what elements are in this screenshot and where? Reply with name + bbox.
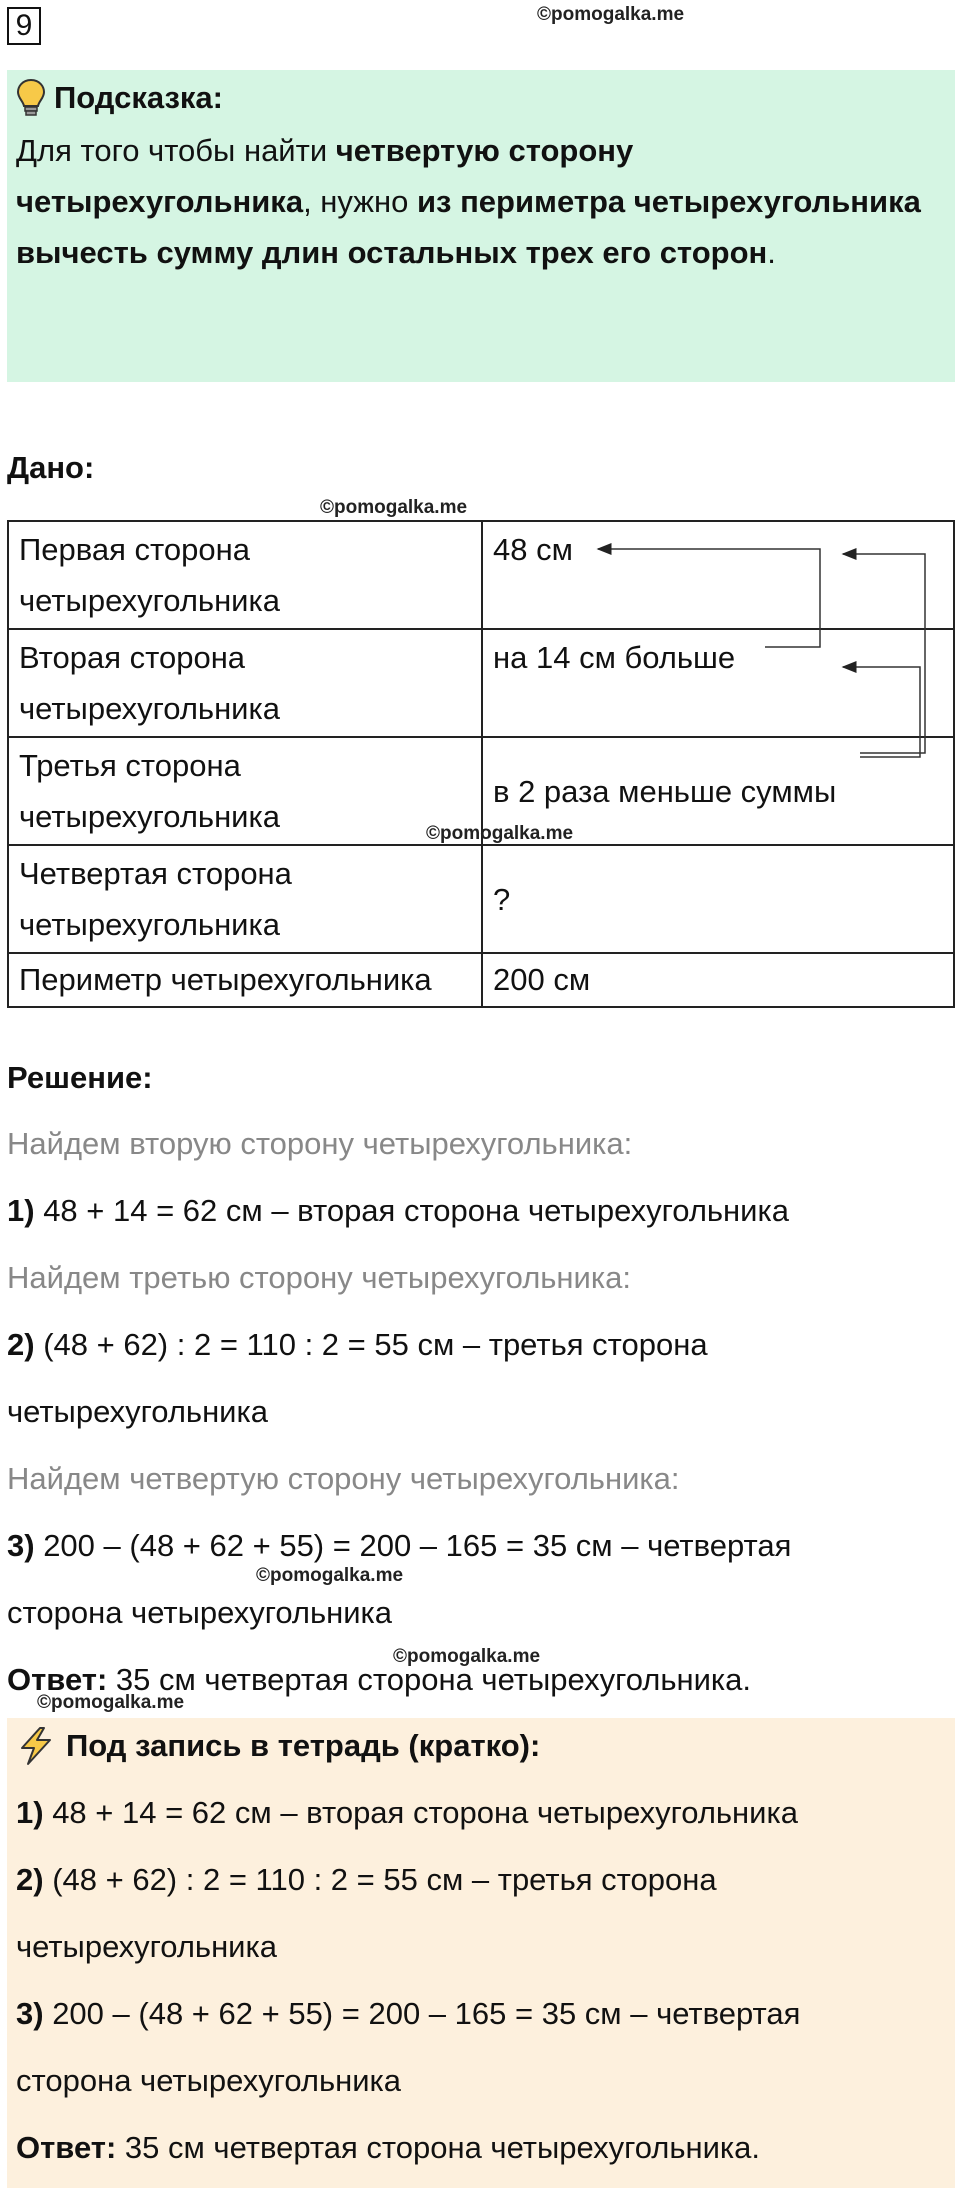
answer-text: 35 см четвертая сторона четырехугольника. [116,2130,761,2165]
table-cell-label: Четвертая сторона четырехугольника [8,845,482,953]
watermark: ©pomogalka.me [37,1692,185,1713]
watermark: ©pomogalka.me [393,1646,541,1667]
step-text: (48 + 62) : 2 = 110 : 2 = 55 см – третья сторона [34,1327,708,1362]
step1-intro: Найдем вторую сторону четырехугольника: [7,1126,633,1161]
step2-line [7,1327,708,1363]
short-answer-line [16,2130,760,2166]
lightbulb-icon [16,78,46,118]
hint-text-part: , нужно [303,184,417,219]
arrow-row2-to-row1 [598,549,820,647]
relation-arrows [590,535,930,775]
step2-intro: Найдем третью сторону четырехугольника: [7,1260,631,1295]
table-cell-label: Первая сторона четырехугольника [8,521,482,629]
step1-line [7,1193,789,1229]
step-text: 200 – (48 + 62 + 55) = 200 – 165 = 35 см – четвертая [34,1528,792,1563]
hint-bold-part: четвертую сторону четырехугольника [16,133,634,219]
step-number: 2) [7,1327,35,1362]
hint-title-row [16,78,223,118]
hint-text-part: . [767,235,776,270]
table-cell-label: Вторая сторона четырехугольника [8,629,482,737]
step-text: 48 + 14 = 62 см – вторая сторона четырехугольника [34,1193,789,1228]
short-line-2 [16,1862,717,1898]
table-cell-label: Третья сторона четырехугольника [8,737,482,845]
given-title: Дано: [7,450,95,485]
table-row [8,845,954,953]
short-line-1 [16,1795,798,1831]
arrow-row3-to-row2 [843,667,920,757]
step-number: 1) [7,1193,35,1228]
table-cell-value: 200 см [482,953,954,1007]
table-cell-label: Периметр четырехугольника [8,953,482,1007]
hint-bold-part: из периметра четырехугольника вычесть сумму длин остальных трех его сторон [16,184,921,270]
answer-label: Ответ: [16,2130,117,2165]
step-number: 3) [7,1528,35,1563]
lightning-icon [16,1726,56,1766]
step3-intro: Найдем четвертую сторону четырехугольника: [7,1461,680,1496]
short-title: Под запись в тетрадь (кратко): [66,1728,541,1763]
watermark: ©pomogalka.me [537,4,685,25]
short-title-row [16,1726,540,1766]
answer-label: Ответ: [7,1662,108,1697]
step3-line [7,1528,791,1564]
step-number: 2) [16,1862,44,1897]
task-number: 9 [7,7,41,45]
hint-text-part: Для того чтобы найти [16,133,336,168]
step3-cont: сторона четырехугольника [7,1595,393,1630]
short-line-3-cont: сторона четырехугольника [16,2063,402,2098]
step-text: 200 – (48 + 62 + 55) = 200 – 165 = 35 см – четвертая [43,1996,801,2031]
step-number: 1) [16,1795,44,1830]
watermark: ©pomogalka.me [256,1565,404,1586]
step2-cont: четырехугольника [7,1394,268,1429]
short-line-2-cont: четырехугольника [16,1929,277,1964]
hint-title: Подсказка: [54,80,223,115]
watermark: ©pomogalka.me [320,497,468,518]
hint-text [16,125,936,278]
solution-title: Решение: [7,1060,153,1095]
answer-text: 35 см четвертая сторона четырехугольника. [107,1662,752,1697]
step-text: 48 + 14 = 62 см – вторая сторона четырехугольника [43,1795,798,1830]
short-line-3 [16,1996,800,2032]
table-cell-value: на 14 см больше [482,629,954,737]
table-cell-value: ? [482,845,954,953]
watermark: ©pomogalka.me [426,823,574,844]
table-cell-value: в 2 раза меньше суммы [482,737,954,845]
arrow-row3-to-row1 [843,554,925,753]
table-cell-value: 48 см [482,521,954,629]
step-number: 3) [16,1996,44,2031]
step-text: (48 + 62) : 2 = 110 : 2 = 55 см – третья сторона [43,1862,717,1897]
table-row [8,953,954,1007]
